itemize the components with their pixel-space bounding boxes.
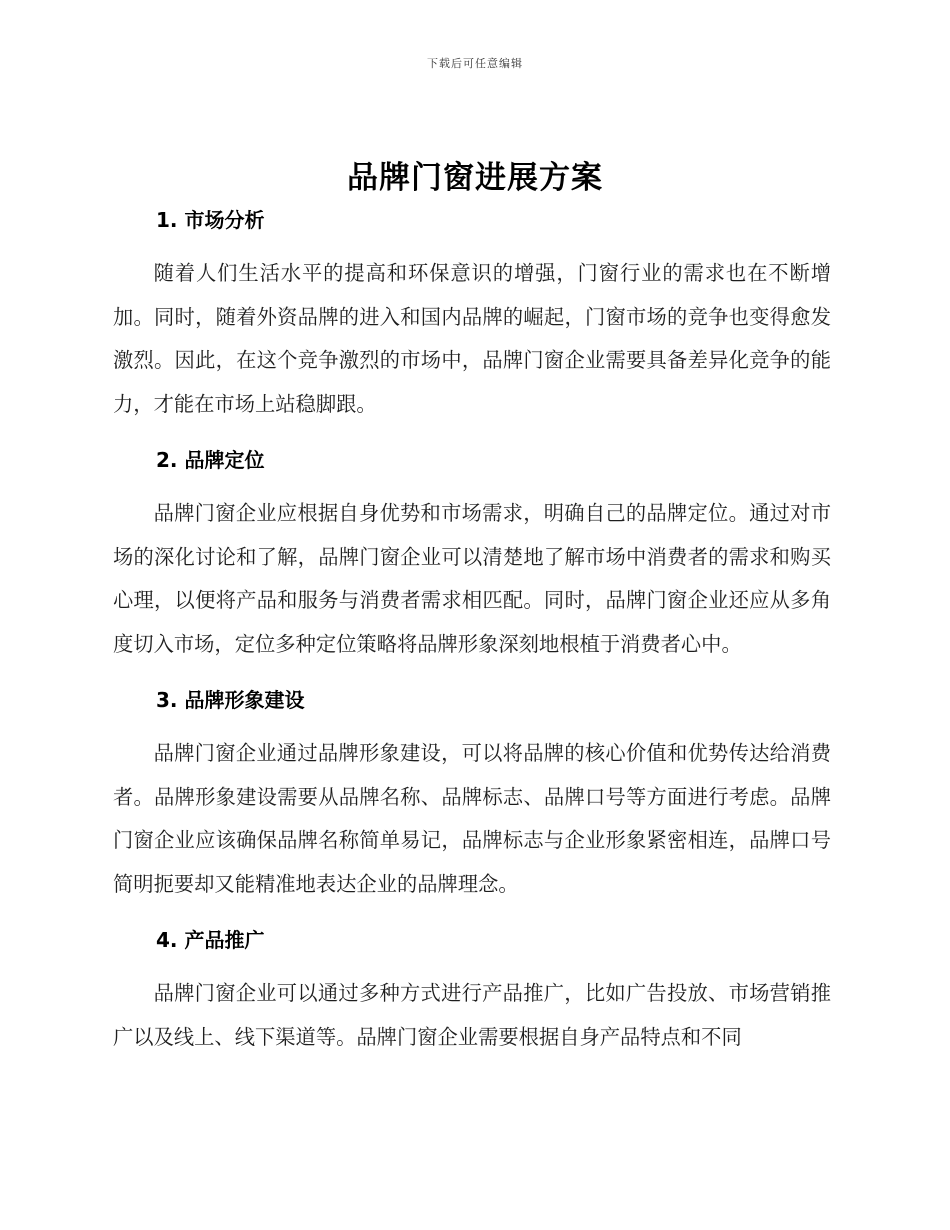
document-body [113,200,831,1073]
document-title: 品牌门窗进展方案 [347,160,603,196]
section-product-promotion [113,920,831,1059]
section-paragraph: 品牌门窗企业应根据自身优势和市场需求，明确自己的品牌定位。通过对市场的深化讨论和了解，品牌门窗企业可以清楚地了解市场中消费者的需求和购买心理，以便将产品和服务与消费者需求相匹配。同时，品牌门窗企业还应从多角度切入市场，定位多种定位策略将品牌形象深刻地根植于消费者心中。 [113,501,831,656]
section-heading: 4. 产品推广 [156,928,265,952]
section-brand-image [113,680,831,906]
section-heading: 3. 品牌形象建设 [156,688,305,712]
section-paragraph: 品牌门窗企业可以通过多种方式进行产品推广，比如广告投放、市场营销推广以及线上、线下渠道等。品牌门窗企业需要根据自身产品特点和不同 [113,981,831,1049]
section-paragraph: 随着人们生活水平的提高和环保意识的增强，门窗行业的需求也在不断增加。同时，随着外资品牌的进入和国内品牌的崛起，门窗市场的竞争也变得愈发激烈。因此，在这个竞争激烈的市场中，品牌门窗企业需要具备差异化竞争的能力，才能在市场上站稳脚跟。 [113,261,831,416]
header-note: 下载后可任意编辑 [427,57,523,70]
section-heading: 1. 市场分析 [156,208,265,232]
section-brand-positioning [113,440,831,666]
section-heading: 2. 品牌定位 [156,448,265,472]
section-paragraph: 品牌门窗企业通过品牌形象建设，可以将品牌的核心价值和优势传达给消费者。品牌形象建设需要从品牌名称、品牌标志、品牌口号等方面进行考虑。品牌门窗企业应该确保品牌名称简单易记，品牌标志与企业形象紧密相连，品牌口号简明扼要却又能精准地表达企业的品牌理念。 [113,741,831,896]
section-market-analysis [113,200,831,426]
